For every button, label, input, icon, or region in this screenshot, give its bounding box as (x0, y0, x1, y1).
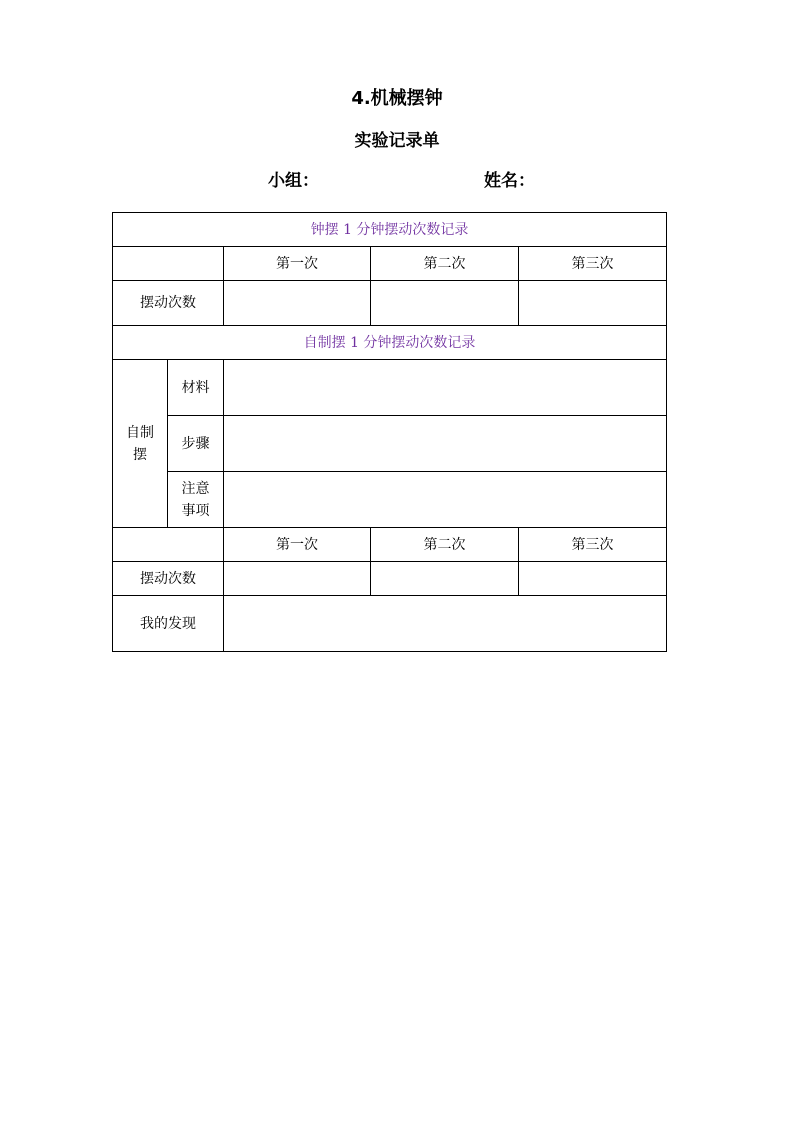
findings-row (113, 596, 667, 652)
section1-trial-header-row (113, 247, 667, 281)
steps-row (113, 416, 667, 472)
group-label: 小组： (268, 171, 319, 191)
section1-header-row (113, 213, 667, 247)
section1-trial2-entry[interactable] (371, 281, 519, 326)
section1-trial3-header: 第三次 (519, 247, 667, 281)
section2-trial3-header: 第三次 (519, 528, 667, 562)
section2-corner-cell (113, 528, 224, 562)
notes-label (168, 472, 224, 528)
section2-trial1-entry[interactable] (224, 562, 371, 596)
materials-row (113, 360, 667, 416)
steps-label: 步骤 (168, 416, 224, 472)
section1-trial2-header: 第二次 (371, 247, 519, 281)
name-label: 姓名： (484, 171, 535, 191)
section1-corner-cell (113, 247, 224, 281)
section1-swing-count-row (113, 281, 667, 326)
document-title: 4.机械摆钟 (351, 88, 443, 109)
section1-trial1-header: 第一次 (224, 247, 371, 281)
section2-swing-count-row (113, 562, 667, 596)
steps-entry[interactable] (224, 416, 667, 472)
section2-trial2-header: 第二次 (371, 528, 519, 562)
section1-trial3-entry[interactable] (519, 281, 667, 326)
findings-label: 我的发现 (113, 596, 224, 652)
section2-header-row (113, 326, 667, 360)
section2-trial-header-row (113, 528, 667, 562)
diy-pendulum-label (113, 360, 168, 528)
section2-trial3-entry[interactable] (519, 562, 667, 596)
record-table (112, 212, 667, 652)
section2-trial1-header: 第一次 (224, 528, 371, 562)
section1-trial1-entry[interactable] (224, 281, 371, 326)
materials-label: 材料 (168, 360, 224, 416)
document-subtitle: 实验记录单 (354, 131, 440, 151)
diy-pendulum-label-text: 自制摆 (126, 424, 154, 463)
section2-trial2-entry[interactable] (371, 562, 519, 596)
section2-header: 自制摆 1 分钟摆动次数记录 (113, 326, 667, 360)
section1-header: 钟摆 1 分钟摆动次数记录 (113, 213, 667, 247)
materials-entry[interactable] (224, 360, 667, 416)
section2-swing-count-label: 摆动次数 (113, 562, 224, 596)
section1-swing-count-label: 摆动次数 (113, 281, 224, 326)
notes-entry[interactable] (224, 472, 667, 528)
notes-label-text: 注意事项 (181, 480, 210, 519)
notes-row (113, 472, 667, 528)
findings-entry[interactable] (224, 596, 667, 652)
